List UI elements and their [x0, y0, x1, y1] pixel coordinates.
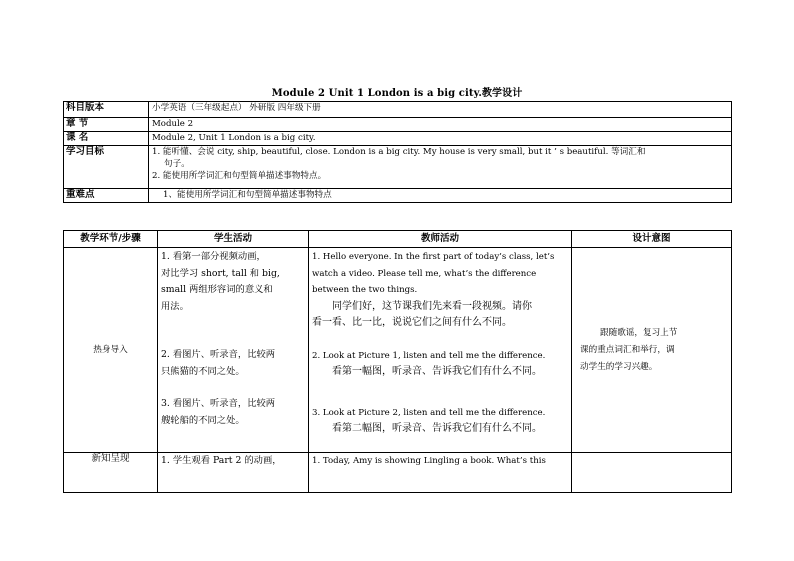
- info-row-goals: [64, 146, 732, 189]
- header-stage: 教学环节/步骤: [64, 231, 158, 248]
- teacher-line: 1. Hello everyone. In the first part of today’s class, let’s: [312, 252, 555, 262]
- design-line: 跟随歌谣，复习上节: [600, 327, 678, 338]
- table-row: [64, 248, 732, 453]
- student-line: 用法。: [161, 300, 189, 312]
- goal-2: 2. 能使用所学词汇和句型简单描述事物特点。: [152, 171, 327, 181]
- design-intent-warmup: [572, 248, 732, 453]
- goal-1: 1. 能听懂、会说 city, ship, beautiful, close. London is a big city. My house is very small, but it ’ s beautiful. 等词汇和: [152, 147, 646, 157]
- chapter-label: 章 节: [64, 118, 149, 132]
- student-activity-new: [158, 453, 309, 493]
- table-row: [64, 453, 732, 493]
- lesson-table: [63, 230, 732, 493]
- teacher-line-cn: 看一看、比一比，说说它们之间有什么不同。: [312, 317, 512, 328]
- design-line: 动学生的学习兴趣。: [580, 361, 658, 372]
- chapter-value: Module 2: [149, 118, 732, 132]
- design-line: 课的重点词汇和举行，调: [580, 344, 675, 355]
- header-row: [64, 231, 732, 248]
- teacher-line: 3. Look at Picture 2, listen and tell me the difference.: [312, 407, 546, 418]
- subject-label: 科目版本: [64, 102, 149, 118]
- student-line: 对比学习 short, tall 和 big,: [161, 267, 280, 279]
- header-student: 学生活动: [158, 231, 309, 248]
- student-line: 2. 看图片、听录音，比较两: [161, 349, 276, 360]
- key-value: 1、能使用所学词汇和句型简单描述事物特点: [149, 189, 732, 203]
- teacher-line-cn: 看第二幅图，听录音、告诉我它们有什么不同。: [332, 423, 542, 434]
- teacher-line: watch a video. Please tell me, what’s the difference: [312, 268, 537, 279]
- teacher-line: between the two things.: [312, 285, 418, 295]
- stage-new: 新知呈现: [64, 453, 158, 493]
- teacher-line: 1. Today, Amy is showing Lingling a book. What’s this: [312, 456, 546, 466]
- key-label: 重难点: [64, 189, 149, 203]
- lesson-value: Module 2, Unit 1 London is a big city.: [149, 132, 732, 146]
- info-table: [63, 101, 732, 203]
- student-line: 1. 看第一部分视频动画，: [161, 251, 266, 262]
- info-row-chapter: [64, 118, 732, 132]
- student-line: 1. 学生观看 Part 2 的动画，: [161, 455, 282, 466]
- teacher-line: 2. Look at Picture 1, listen and tell me the difference.: [312, 350, 546, 361]
- header-design: 设计意图: [572, 231, 732, 248]
- subject-value: 小学英语（三年级起点） 外研版 四年级下册: [149, 102, 732, 118]
- teacher-activity-warmup: [309, 248, 572, 453]
- design-intent-new: [572, 453, 732, 493]
- student-line: 3. 看图片、听录音，比较两: [161, 398, 276, 409]
- teacher-line-cn: 同学们好，这节课我们先来看一段视频。请你: [332, 300, 532, 312]
- stage-warmup: 热身导入: [64, 248, 158, 453]
- header-teacher: 教师活动: [309, 231, 572, 248]
- teacher-activity-new: [309, 453, 572, 493]
- goals-value: [149, 146, 732, 189]
- info-row-lesson: [64, 132, 732, 146]
- student-line: 只熊猫的不同之处。: [161, 365, 245, 377]
- lesson-label: 课 名: [64, 132, 149, 146]
- student-line: small 两组形容词的意义和: [161, 284, 273, 295]
- info-row-subject: [64, 102, 732, 118]
- teacher-line-cn: 看第一幅图，听录音、告诉我它们有什么不同。: [332, 366, 542, 377]
- page-title: Module 2 Unit 1 London is a big city.教学设计: [271, 88, 523, 99]
- goals-label: 学习目标: [64, 146, 149, 189]
- student-line: 艘轮船的不同之处。: [161, 414, 245, 426]
- student-activity-warmup: [158, 248, 309, 453]
- goal-1-cont: 句子。: [164, 159, 190, 169]
- info-row-key: [64, 189, 732, 203]
